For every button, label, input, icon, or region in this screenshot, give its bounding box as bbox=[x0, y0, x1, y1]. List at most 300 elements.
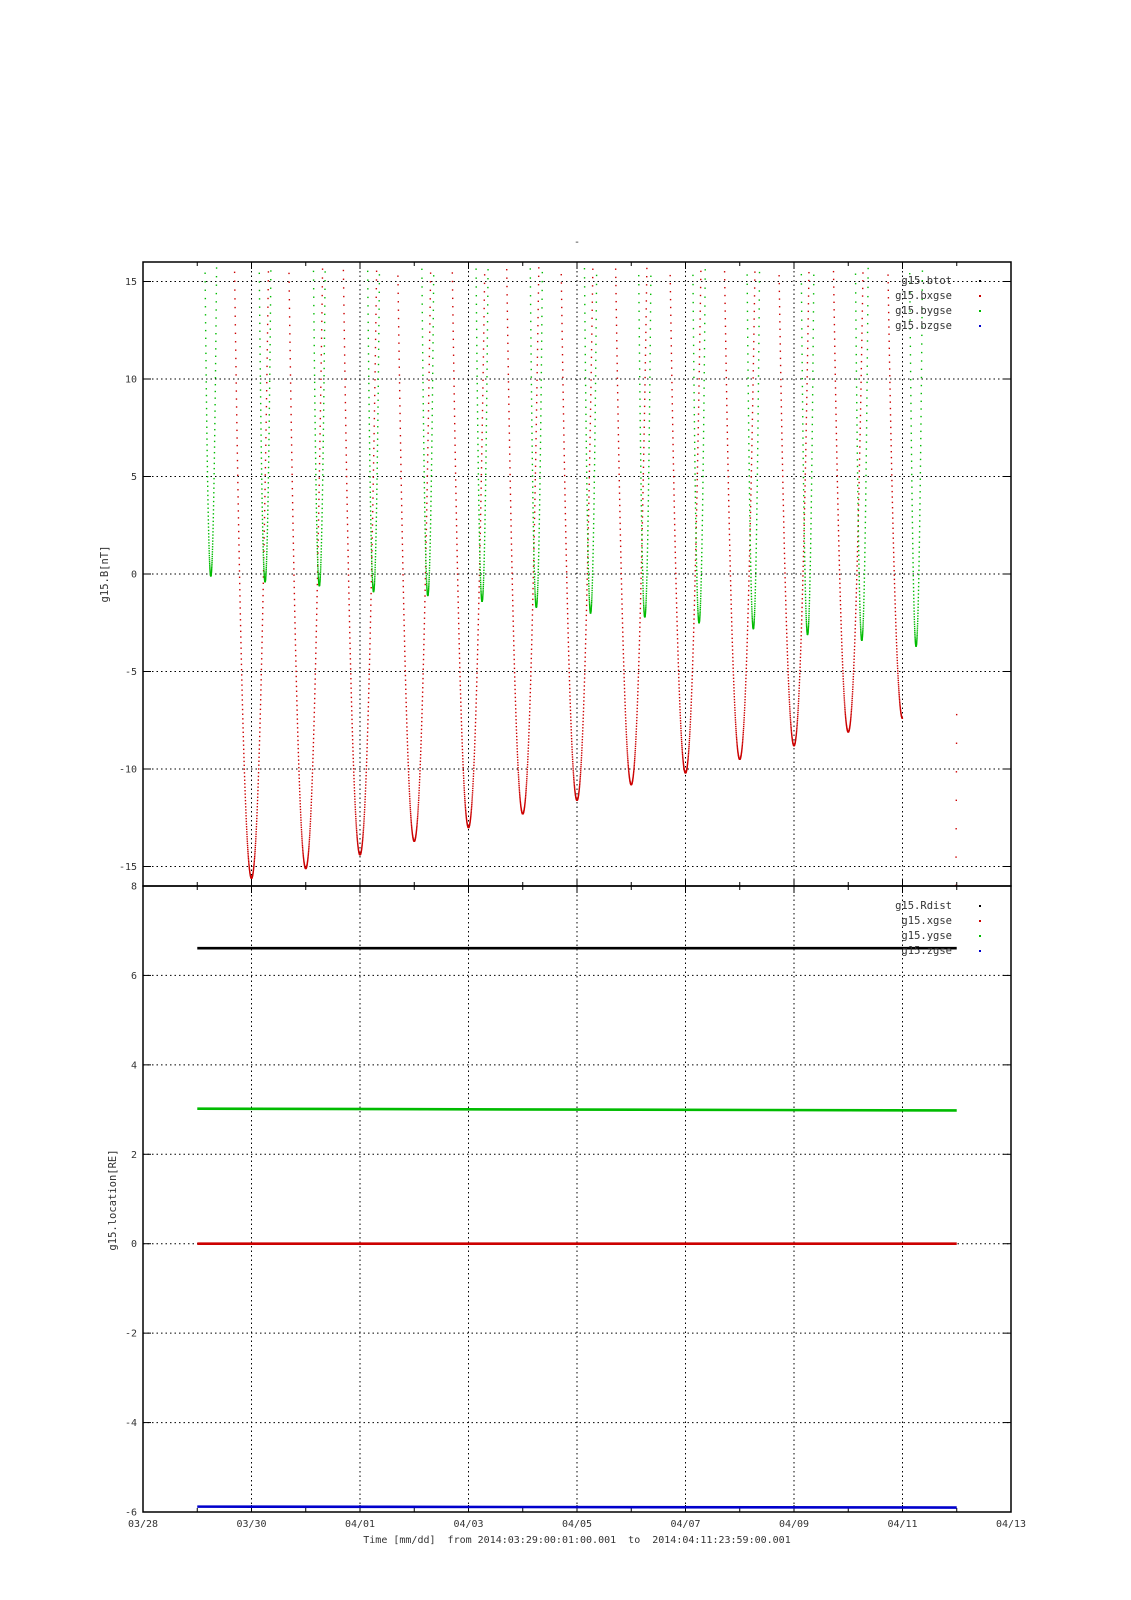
bxgse-point bbox=[628, 769, 629, 770]
bxgse-point bbox=[300, 817, 301, 818]
bygse-point bbox=[375, 543, 376, 544]
bxgse-point bbox=[889, 388, 890, 389]
bygse-point bbox=[423, 471, 424, 472]
bxgse-point bbox=[583, 711, 584, 712]
bxgse-point bbox=[429, 323, 430, 324]
bygse-point bbox=[700, 607, 701, 608]
bygse-point bbox=[638, 311, 639, 312]
bygse-point bbox=[804, 580, 805, 581]
bxgse-point bbox=[850, 718, 851, 719]
bxgse-point bbox=[724, 295, 725, 296]
bygse-point bbox=[751, 604, 752, 605]
bygse-point bbox=[425, 544, 426, 545]
bygse-point bbox=[263, 554, 264, 555]
bygse-point bbox=[425, 568, 426, 569]
bygse-point bbox=[748, 456, 749, 457]
bxgse-point bbox=[367, 723, 368, 724]
bxgse-point bbox=[295, 644, 296, 645]
bxgse-point bbox=[571, 729, 572, 730]
bxgse-point bbox=[729, 560, 730, 561]
bxgse-point bbox=[670, 330, 671, 331]
bxgse-point bbox=[626, 748, 627, 749]
bxgse-point bbox=[406, 706, 407, 707]
bygse-point bbox=[320, 566, 321, 567]
bxgse-point bbox=[566, 587, 567, 588]
bygse-point bbox=[537, 591, 538, 592]
bxgse-point bbox=[345, 440, 346, 441]
bxgse-point bbox=[472, 785, 473, 786]
bxgse-point bbox=[461, 732, 462, 733]
bygse-point bbox=[586, 483, 587, 484]
bxgse-point bbox=[367, 735, 368, 736]
bxgse-point bbox=[368, 688, 369, 689]
bxgse-point bbox=[564, 462, 565, 463]
bygse-point bbox=[541, 372, 542, 373]
bxgse-point bbox=[363, 828, 364, 829]
bxgse-point bbox=[735, 728, 736, 729]
bygse-point bbox=[476, 286, 477, 287]
bygse-point bbox=[639, 360, 640, 361]
bxgse-point bbox=[352, 727, 353, 728]
bxgse-point bbox=[839, 560, 840, 561]
bxgse-point bbox=[834, 360, 835, 361]
bxgse-point bbox=[691, 685, 692, 686]
bygse-point bbox=[482, 593, 483, 594]
bxgse-point bbox=[262, 595, 263, 596]
bxgse-point bbox=[532, 593, 533, 594]
bygse-point bbox=[751, 612, 752, 613]
bygse-point bbox=[697, 599, 698, 600]
bxgse-point bbox=[464, 794, 465, 795]
bygse-point bbox=[267, 496, 268, 497]
bxgse-point bbox=[398, 326, 399, 327]
bxgse-point bbox=[562, 392, 563, 393]
bxgse-point bbox=[320, 370, 321, 371]
bxgse-point bbox=[317, 584, 318, 585]
bxgse-point bbox=[888, 326, 889, 327]
bygse-point bbox=[747, 293, 748, 294]
bygse-point bbox=[480, 592, 481, 593]
bygse-point bbox=[315, 452, 316, 453]
bygse-point bbox=[479, 540, 480, 541]
bygse-point bbox=[703, 380, 704, 381]
bxgse-point bbox=[572, 754, 573, 755]
bxgse-point bbox=[747, 630, 748, 631]
bygse-point bbox=[646, 597, 647, 598]
bxgse-point bbox=[309, 832, 310, 833]
bxgse-point bbox=[802, 594, 803, 595]
bxgse-point bbox=[464, 790, 465, 791]
bxgse-point bbox=[641, 545, 642, 546]
bxgse-point bbox=[398, 351, 399, 352]
bygse-point bbox=[207, 471, 208, 472]
bxgse-point bbox=[566, 554, 567, 555]
bxgse-point bbox=[477, 639, 478, 640]
bxgse-point bbox=[689, 731, 690, 732]
bxgse-point bbox=[428, 379, 429, 380]
bygse-point bbox=[588, 561, 589, 562]
bxgse-point bbox=[623, 673, 624, 674]
bxgse-point bbox=[321, 346, 322, 347]
bygse-point bbox=[263, 572, 264, 573]
bygse-point bbox=[649, 384, 650, 385]
bygse-point bbox=[215, 325, 216, 326]
bxgse-point bbox=[351, 706, 352, 707]
bygse-point bbox=[808, 628, 809, 629]
bxgse-point bbox=[244, 790, 245, 791]
bxgse-point bbox=[319, 426, 320, 427]
bygse-point bbox=[588, 580, 589, 581]
bxgse-point bbox=[419, 773, 420, 774]
bxgse-point bbox=[239, 577, 240, 578]
bygse-point bbox=[428, 586, 429, 587]
bxgse-point bbox=[676, 602, 677, 603]
bxgse-point bbox=[364, 799, 365, 800]
bxgse-point bbox=[679, 706, 680, 707]
bxgse-point bbox=[399, 405, 400, 406]
bxgse-point bbox=[254, 851, 255, 852]
bxgse-point bbox=[303, 856, 304, 857]
bygse-point bbox=[755, 583, 756, 584]
bxgse-point bbox=[514, 689, 515, 690]
bxgse-point bbox=[791, 731, 792, 732]
bxgse-point bbox=[238, 544, 239, 545]
bxgse-point bbox=[694, 595, 695, 596]
bygse-point bbox=[483, 584, 484, 585]
bxgse-point bbox=[573, 775, 574, 776]
bygse-point bbox=[638, 302, 639, 303]
bygse-point bbox=[700, 584, 701, 585]
bxgse-point bbox=[808, 303, 809, 304]
bxgse-point bbox=[410, 807, 411, 808]
bxgse-point bbox=[516, 723, 517, 724]
bygse-point bbox=[594, 426, 595, 427]
bxgse-point bbox=[246, 821, 247, 822]
bxgse-point bbox=[405, 702, 406, 703]
bygse-point bbox=[694, 448, 695, 449]
bxgse-point bbox=[568, 651, 569, 652]
bxgse-point bbox=[461, 742, 462, 743]
bygse-point bbox=[587, 546, 588, 547]
bygse-point bbox=[322, 474, 323, 475]
bxgse-point bbox=[242, 718, 243, 719]
bxgse-point bbox=[347, 550, 348, 551]
bygse-point bbox=[423, 430, 424, 431]
bxgse-point bbox=[526, 771, 527, 772]
bxgse-point bbox=[351, 692, 352, 693]
bxgse-point bbox=[344, 386, 345, 387]
bxgse-point bbox=[527, 759, 528, 760]
bygse-point bbox=[641, 539, 642, 540]
bxgse-point bbox=[409, 803, 410, 804]
bxgse-point bbox=[736, 735, 737, 736]
bxgse-point bbox=[455, 506, 456, 507]
bxgse-point bbox=[727, 432, 728, 433]
bygse-point bbox=[476, 304, 477, 305]
bxgse-point bbox=[853, 662, 854, 663]
bxgse-point bbox=[787, 648, 788, 649]
bxgse-point bbox=[240, 636, 241, 637]
bygse-point bbox=[421, 278, 422, 279]
bxgse-point bbox=[754, 287, 755, 288]
bxgse-point bbox=[693, 640, 694, 641]
bygse-point bbox=[263, 574, 264, 575]
bxgse-point bbox=[642, 486, 643, 487]
bxgse-point bbox=[563, 434, 564, 435]
bygse-point bbox=[367, 297, 368, 298]
bygse-point bbox=[541, 307, 542, 308]
bxgse-point bbox=[315, 668, 316, 669]
bxgse-point bbox=[779, 336, 780, 337]
bygse-point bbox=[425, 532, 426, 533]
top-series-bygse bbox=[204, 267, 923, 647]
bxgse-point bbox=[262, 601, 263, 602]
bxgse-point bbox=[537, 364, 538, 365]
bxgse-point bbox=[456, 531, 457, 532]
bxgse-point bbox=[751, 470, 752, 471]
bxgse-point bbox=[527, 761, 528, 762]
bxgse-point bbox=[259, 744, 260, 745]
bygse-point bbox=[371, 555, 372, 556]
bxgse-point bbox=[537, 325, 538, 326]
bygse-point bbox=[801, 311, 802, 312]
bxgse-point bbox=[896, 651, 897, 652]
bxgse-point bbox=[407, 748, 408, 749]
bygse-point bbox=[694, 479, 695, 480]
bygse-point bbox=[212, 540, 213, 541]
bygse-point bbox=[754, 610, 755, 611]
bxgse-point bbox=[640, 613, 641, 614]
bygse-point bbox=[208, 526, 209, 527]
bygse-point bbox=[696, 562, 697, 563]
bxgse-point bbox=[370, 605, 371, 606]
bxgse-point bbox=[321, 321, 322, 322]
bygse-point bbox=[697, 611, 698, 612]
bygse-point bbox=[208, 523, 209, 524]
bygse-point bbox=[595, 327, 596, 328]
bygse-point bbox=[259, 298, 260, 299]
bxgse-point bbox=[455, 499, 456, 500]
bxgse-point bbox=[517, 748, 518, 749]
bygse-point bbox=[804, 556, 805, 557]
bygse-point bbox=[530, 337, 531, 338]
bxgse-point bbox=[356, 826, 357, 827]
bxgse-point bbox=[781, 413, 782, 414]
bxgse-point bbox=[842, 670, 843, 671]
bxgse-point bbox=[854, 642, 855, 643]
bxgse-point bbox=[374, 418, 375, 419]
bygse-point bbox=[322, 458, 323, 459]
bygse-point bbox=[323, 409, 324, 410]
bxgse-point bbox=[298, 774, 299, 775]
bxgse-point bbox=[407, 752, 408, 753]
bxgse-point bbox=[419, 770, 420, 771]
bygse-point bbox=[696, 550, 697, 551]
bxgse-point bbox=[888, 319, 889, 320]
bxgse-point bbox=[372, 511, 373, 512]
bygse-point bbox=[584, 304, 585, 305]
bxgse-point bbox=[834, 367, 835, 368]
bygse-point bbox=[269, 344, 270, 345]
bxgse-point bbox=[836, 439, 837, 440]
bxgse-point bbox=[525, 798, 526, 799]
bygse-point bbox=[266, 565, 267, 566]
bygse-point bbox=[422, 344, 423, 345]
bxgse-point bbox=[805, 461, 806, 462]
bxgse-point bbox=[784, 572, 785, 573]
bxgse-point bbox=[782, 476, 783, 477]
bygse-point bbox=[591, 605, 592, 606]
bygse-point bbox=[649, 392, 650, 393]
bygse-point bbox=[317, 564, 318, 565]
bxgse-point bbox=[524, 802, 525, 803]
bxgse-point bbox=[562, 377, 563, 378]
bygse-point bbox=[809, 584, 810, 585]
bygse-point bbox=[750, 557, 751, 558]
bxgse-point bbox=[351, 697, 352, 698]
bxgse-point bbox=[728, 494, 729, 495]
bxgse-point bbox=[510, 525, 511, 526]
bygse-point bbox=[321, 551, 322, 552]
bxgse-point bbox=[362, 841, 363, 842]
bygse-point bbox=[476, 329, 477, 330]
bygse-point bbox=[803, 477, 804, 478]
bygse-point bbox=[650, 311, 651, 312]
bxgse-point bbox=[315, 678, 316, 679]
bygse-point bbox=[430, 515, 431, 516]
bygse-point bbox=[534, 567, 535, 568]
bygse-point bbox=[639, 376, 640, 377]
bxgse-point bbox=[265, 437, 266, 438]
bygse-point bbox=[206, 444, 207, 445]
bygse-point bbox=[430, 519, 431, 520]
bygse-point bbox=[475, 277, 476, 278]
bxgse-point bbox=[751, 458, 752, 459]
bxgse-point bbox=[743, 730, 744, 731]
bygse-point bbox=[808, 617, 809, 618]
bxgse-point bbox=[621, 578, 622, 579]
bxgse-point bbox=[409, 798, 410, 799]
bxgse-point bbox=[750, 506, 751, 507]
bxgse-point bbox=[644, 391, 645, 392]
bxgse-point bbox=[800, 635, 801, 636]
bxgse-point bbox=[237, 489, 238, 490]
bxgse-point bbox=[640, 608, 641, 609]
bxgse-point bbox=[402, 556, 403, 557]
bxgse-point bbox=[638, 673, 639, 674]
bygse-point bbox=[802, 437, 803, 438]
bygse-point bbox=[485, 474, 486, 475]
bygse-point bbox=[369, 436, 370, 437]
bygse-point bbox=[754, 616, 755, 617]
bxgse-point bbox=[530, 671, 531, 672]
bxgse-point bbox=[618, 427, 619, 428]
bygse-point bbox=[595, 319, 596, 320]
bxgse-point bbox=[888, 312, 889, 313]
bygse-point bbox=[747, 377, 748, 378]
bxgse-point bbox=[782, 470, 783, 471]
bxgse-point bbox=[429, 340, 430, 341]
bygse-point bbox=[592, 557, 593, 558]
bygse-point bbox=[642, 588, 643, 589]
bxgse-point bbox=[837, 481, 838, 482]
bxgse-point bbox=[452, 322, 453, 323]
bygse-point bbox=[803, 495, 804, 496]
bxgse-point bbox=[834, 324, 835, 325]
bxgse-point bbox=[681, 749, 682, 750]
bxgse-point bbox=[402, 574, 403, 575]
bygse-point bbox=[268, 427, 269, 428]
bxgse-point bbox=[349, 648, 350, 649]
bxgse-point bbox=[618, 447, 619, 448]
bxgse-point bbox=[673, 494, 674, 495]
bxgse-point bbox=[894, 587, 895, 588]
bygse-point bbox=[531, 439, 532, 440]
bygse-point bbox=[261, 446, 262, 447]
bxgse-point bbox=[515, 704, 516, 705]
bxgse-point bbox=[452, 281, 453, 282]
bxgse-point bbox=[239, 557, 240, 558]
bxgse-point bbox=[240, 625, 241, 626]
bxgse-point bbox=[369, 643, 370, 644]
bxgse-point bbox=[421, 721, 422, 722]
bxgse-point bbox=[481, 453, 482, 454]
bxgse-point bbox=[363, 832, 364, 833]
bxgse-point bbox=[843, 691, 844, 692]
bxgse-point bbox=[515, 715, 516, 716]
bygse-point bbox=[475, 268, 476, 269]
bxgse-point bbox=[562, 346, 563, 347]
bxgse-point bbox=[582, 724, 583, 725]
bygse-point bbox=[324, 305, 325, 306]
bxgse-point bbox=[529, 707, 530, 708]
bxgse-point bbox=[517, 757, 518, 758]
bxgse-point bbox=[676, 625, 677, 626]
bxgse-point bbox=[519, 797, 520, 798]
bygse-point bbox=[270, 328, 271, 329]
bxgse-point bbox=[674, 541, 675, 542]
bxgse-point bbox=[751, 464, 752, 465]
bxgse-point bbox=[637, 705, 638, 706]
bxgse-point bbox=[569, 676, 570, 677]
bygse-point bbox=[640, 447, 641, 448]
bxgse-point bbox=[634, 760, 635, 761]
bygse-point bbox=[204, 273, 205, 274]
bxgse-point bbox=[898, 694, 899, 695]
bygse-point bbox=[260, 416, 261, 417]
bxgse-point bbox=[851, 707, 852, 708]
bygse-point bbox=[484, 519, 485, 520]
bxgse-point bbox=[313, 738, 314, 739]
bxgse-point bbox=[745, 674, 746, 675]
bygse-point bbox=[638, 284, 639, 285]
bxgse-point bbox=[292, 529, 293, 530]
bxgse-point bbox=[858, 504, 859, 505]
bxgse-point bbox=[570, 726, 571, 727]
bygse-point bbox=[377, 426, 378, 427]
bxgse-point bbox=[472, 783, 473, 784]
bygse-point bbox=[809, 580, 810, 581]
bxgse-point bbox=[419, 787, 420, 788]
bxgse-point bbox=[424, 618, 425, 619]
bxgse-point bbox=[253, 865, 254, 866]
bygse-point bbox=[209, 566, 210, 567]
bxgse-point bbox=[589, 471, 590, 472]
bxgse-point bbox=[732, 660, 733, 661]
bygse-point bbox=[433, 318, 434, 319]
bxgse-point bbox=[845, 719, 846, 720]
bxgse-point bbox=[789, 696, 790, 697]
